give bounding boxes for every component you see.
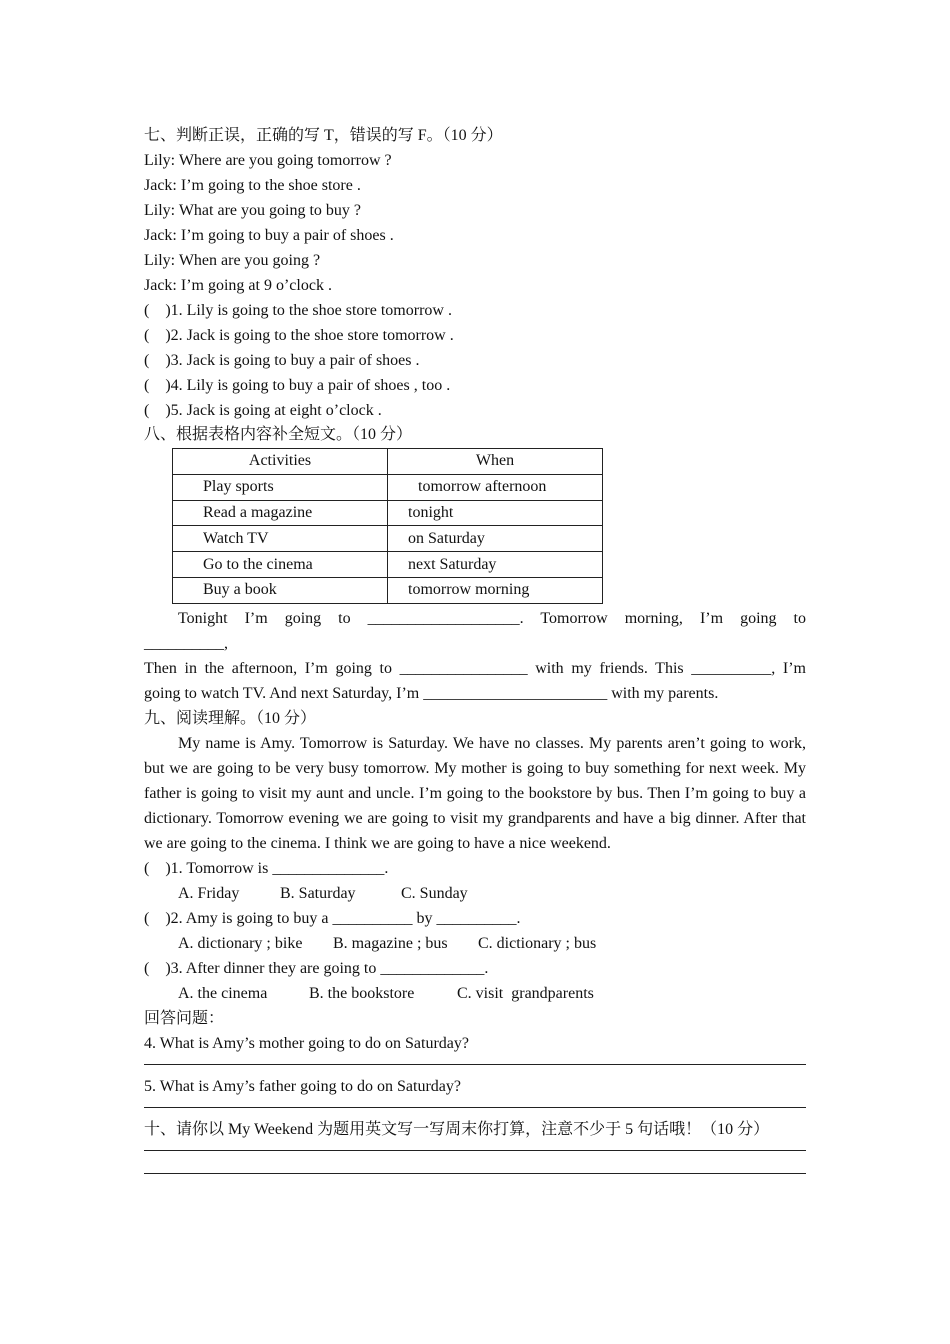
table-cell: Go to the cinema xyxy=(173,552,388,578)
table-row xyxy=(173,500,603,526)
table-header-row xyxy=(173,449,603,475)
fill-passage-line: __________, xyxy=(144,634,228,652)
open-question: 4. What is Amy’s mother going to do on Saturday? xyxy=(144,1034,470,1052)
table-header: When xyxy=(388,449,603,475)
mc-question: ( )1. Tomorrow is ______________. xyxy=(144,859,389,877)
activities-table xyxy=(172,448,603,604)
option: B. the bookstore xyxy=(309,984,415,1002)
table-row xyxy=(173,577,603,603)
option: A. Friday xyxy=(178,884,240,902)
dialogue-line: Jack: I’m going at 9 o’clock . xyxy=(144,277,332,294)
option: C. visit grandparents xyxy=(457,984,594,1002)
table-cell: tomorrow morning xyxy=(388,577,603,603)
writing-line xyxy=(144,1142,806,1151)
tf-question: ( )3. Jack is going to buy a pair of shoes . xyxy=(144,352,420,369)
fill-passage-line: going to watch TV. And next Saturday, I’m _______________________ with my parents. xyxy=(144,684,719,702)
table-header: Activities xyxy=(173,449,388,475)
section9-heading: 九、阅读理解。（10 分） xyxy=(144,709,317,727)
mc-options xyxy=(144,881,806,906)
option: A. dictionary ; bike xyxy=(178,934,303,952)
tf-question: ( )5. Jack is going at eight o’clock . xyxy=(144,402,382,419)
table-cell: Buy a book xyxy=(173,577,388,603)
dialogue-line: Jack: I’m going to buy a pair of shoes . xyxy=(144,227,394,244)
fill-passage-line: Tonight I’m going to ___________________. Tomorrow morning, I’m going to xyxy=(178,609,806,627)
tf-question: ( )2. Jack is going to the shoe store tomorrow . xyxy=(144,327,454,344)
dialogue-line: Lily: Where are you going tomorrow ? xyxy=(144,152,392,169)
dialogue-line: Lily: When are you going ? xyxy=(144,252,321,269)
answer-heading: 回答问题： xyxy=(144,1009,225,1027)
answer-line xyxy=(144,1099,806,1108)
mc-question: ( )2. Amy is going to buy a __________ by __________. xyxy=(144,909,521,927)
dialogue-line: Jack: I’m going to the shoe store . xyxy=(144,177,361,194)
table-cell: next Saturday xyxy=(388,552,603,578)
mc-question: ( )3. After dinner they are going to _____________. xyxy=(144,959,489,977)
section7-heading: 七、判断正误，正确的写 T，错误的写 F。（10 分） xyxy=(144,127,503,144)
table-cell: tonight xyxy=(388,500,603,526)
option: B. Saturday xyxy=(280,884,356,902)
answer-line xyxy=(144,1056,806,1065)
reading-passage: My name is Amy. Tomorrow is Saturday. We have no classes. My parents aren’t going to work, but we are going to be very busy tomorrow. My mother is going to buy something for next week. My father is going to visit my aunt and uncle. I’m going to the bookstore by bus. Then I’m going to buy a dictionary. Tomorrow evening we are going to visit my grandparents and have a big dinner. After that we are going to the cinema. I think we are going to have a nice weekend. xyxy=(144,734,806,852)
option: A. the cinema xyxy=(178,984,268,1002)
tf-question: ( )4. Lily is going to buy a pair of shoes , too . xyxy=(144,377,451,394)
mc-options xyxy=(144,931,806,956)
section10-heading: 十、请你以 My Weekend 为题用英文写一写周末你打算，注意不少于 5 句话哦！（10 分） xyxy=(144,1120,770,1138)
table-cell: Play sports xyxy=(173,474,388,500)
table-cell: Watch TV xyxy=(173,526,388,552)
table-cell: Read a magazine xyxy=(173,500,388,526)
table-row xyxy=(173,474,603,500)
option: C. Sunday xyxy=(401,884,468,902)
dialogue-line: Lily: What are you going to buy ? xyxy=(144,202,361,219)
table-cell: on Saturday xyxy=(388,526,603,552)
mc-options xyxy=(144,981,806,1006)
writing-line xyxy=(144,1151,806,1174)
section8-heading: 八、根据表格内容补全短文。（10 分） xyxy=(144,426,413,443)
option: B. magazine ; bus xyxy=(333,934,448,952)
fill-passage-line: Then in the afternoon, I’m going to ________________ with my friends. This __________, I’m xyxy=(144,659,806,677)
open-question: 5. What is Amy’s father going to do on Saturday? xyxy=(144,1077,461,1095)
tf-question: ( )1. Lily is going to the shoe store tomorrow . xyxy=(144,302,452,319)
option: C. dictionary ; bus xyxy=(478,934,597,952)
table-cell: tomorrow afternoon xyxy=(388,474,603,500)
table-row xyxy=(173,526,603,552)
table-row xyxy=(173,552,603,578)
